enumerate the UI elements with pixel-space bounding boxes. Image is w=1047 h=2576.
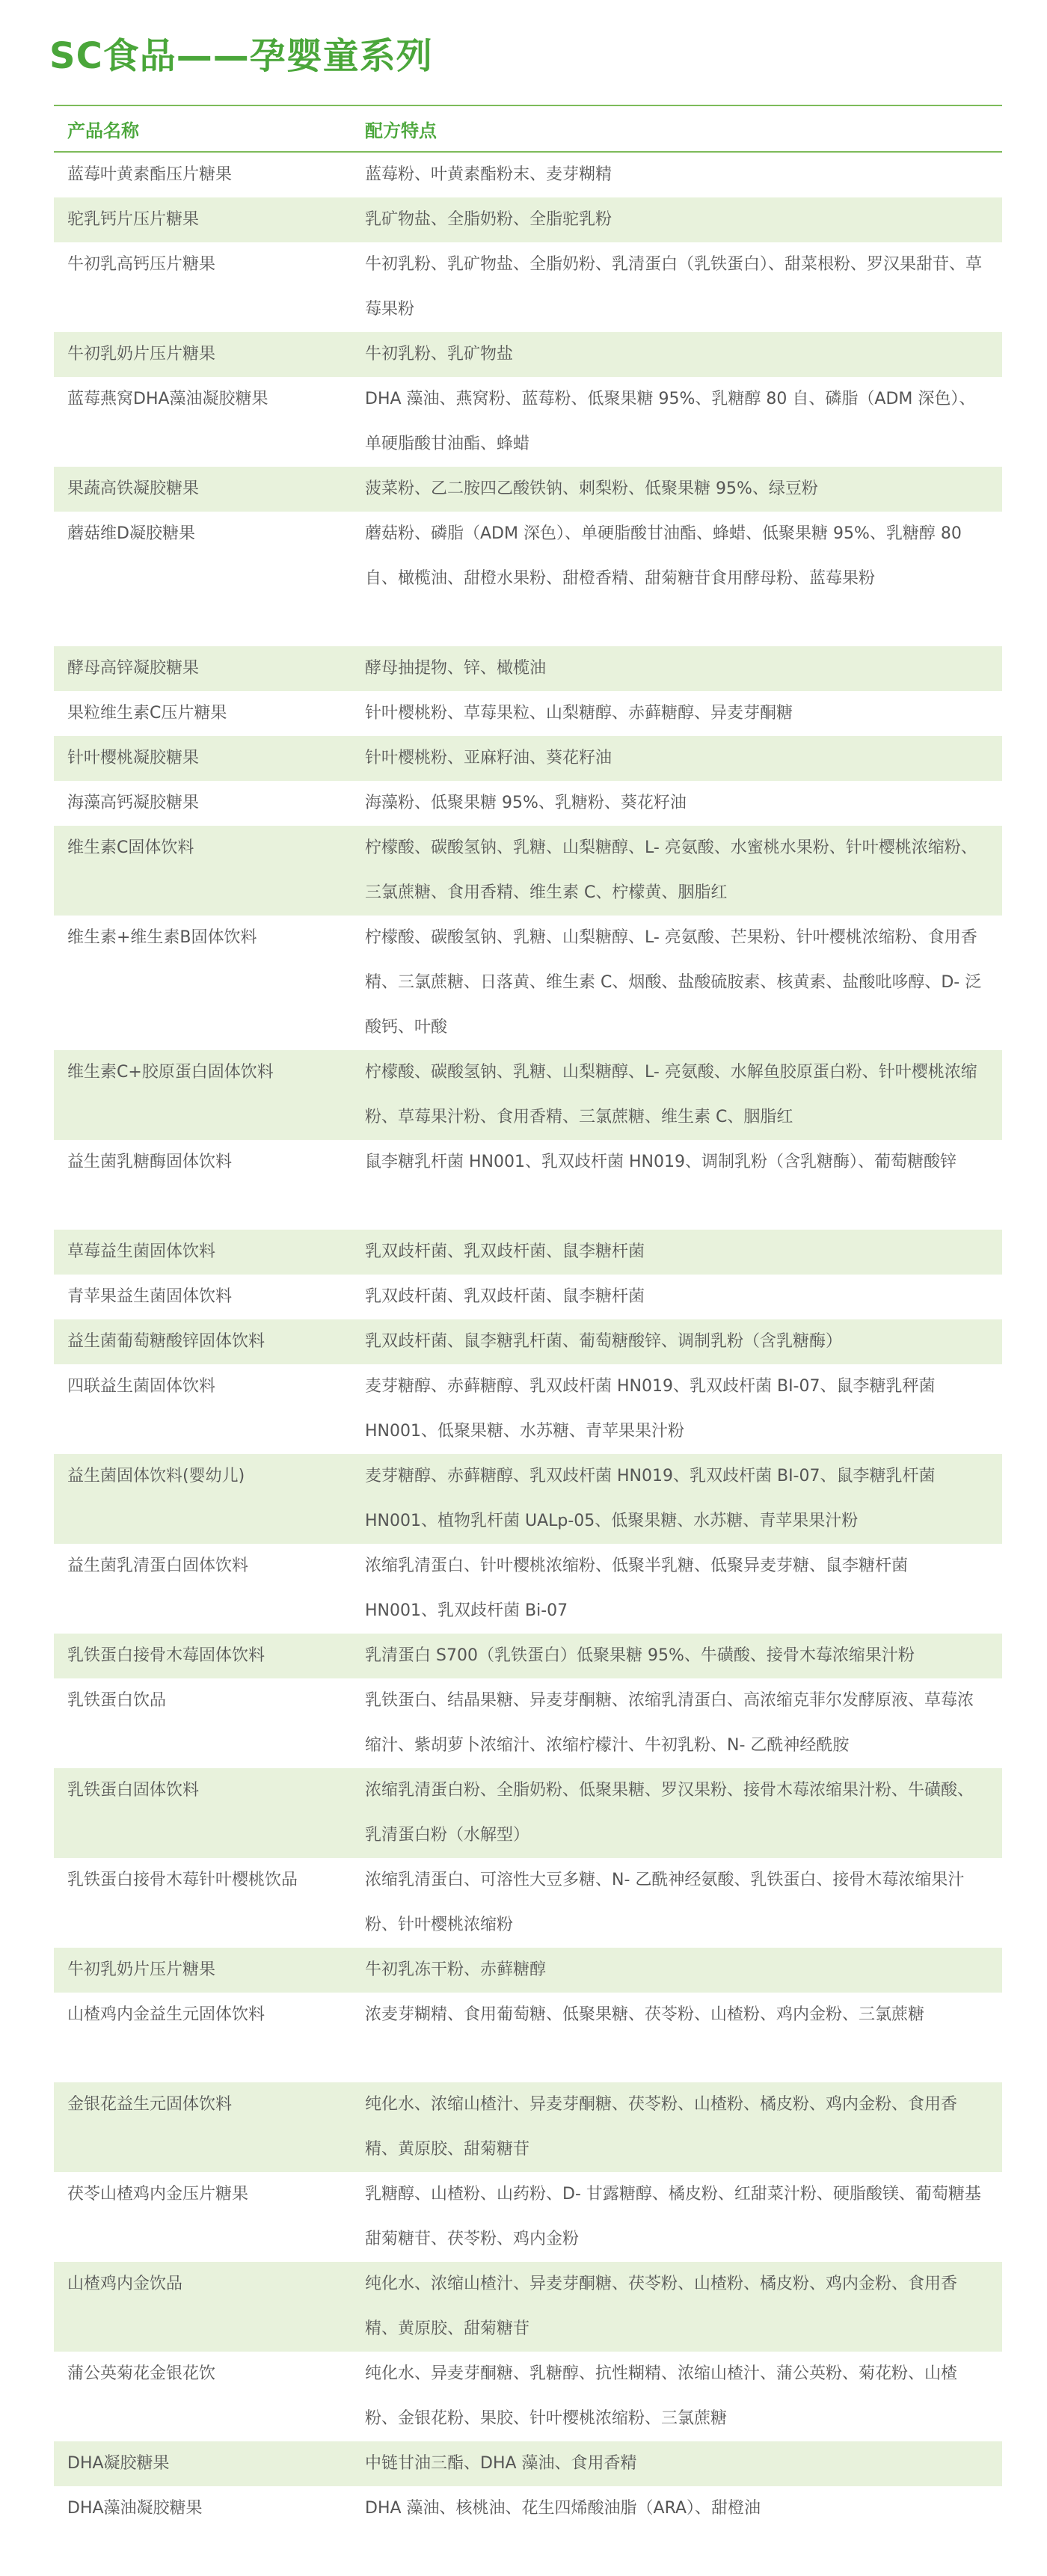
product-name-cell: DHA藻油凝胶糖果 [67,2499,203,2518]
formula-cell: 纯化水、浓缩山楂汁、异麦芽酮糖、茯苓粉、山楂粉、橘皮粉、鸡内金粉、食用香精、黄原胶、甜菊糖苷 [365,2275,958,2338]
table-row [54,826,1002,916]
formula-cell: 乳双歧杆菌、鼠李糖乳杆菌、葡萄糖酸锌、调制乳粉（含乳糖酶） [365,1332,843,1351]
product-name-cell: 乳铁蛋白接骨木莓针叶樱桃饮品 [67,1871,298,1889]
product-table [54,105,1002,2531]
table-row [54,467,1002,512]
formula-cell: 牛初乳粉、乳矿物盐、全脂奶粉、乳清蛋白（乳铁蛋白）、甜菜根粉、罗汉果甜苷、草莓果粉 [365,255,983,319]
table-row [54,646,1002,691]
table-row [54,2262,1002,2352]
table-row [54,1544,1002,1634]
table-row [54,1454,1002,1544]
product-name-cell: 益生菌葡萄糖酸锌固体饮料 [67,1332,265,1351]
table-row [54,1364,1002,1454]
formula-cell: 乳糖醇、山楂粉、山药粉、D- 甘露糖醇、橘皮粉、红甜菜汁粉、硬脂酸镁、葡萄糖基甜菊糖苷、茯苓粉、鸡内金粉 [365,2185,981,2248]
product-name-cell: 金银花益生元固体饮料 [67,2095,233,2114]
formula-cell: 麦芽糖醇、赤藓糖醇、乳双歧杆菌 HN019、乳双歧杆菌 BI-07、鼠李糖乳杆菌 HN001、植物乳杆菌 UALp-05、低聚果糖、水苏糖、青苹果果汁粉 [365,1467,936,1530]
header-product-name: 产品名称 [67,120,139,141]
table-row [54,1678,1002,1768]
formula-cell: 中链甘油三酯、DHA 藻油、食用香精 [365,2454,637,2473]
product-name-cell: 海藻高钙凝胶糖果 [67,794,200,812]
formula-cell: 纯化水、浓缩山楂汁、异麦芽酮糖、茯苓粉、山楂粉、橘皮粉、鸡内金粉、食用香精、黄原胶、甜菊糖苷 [365,2095,958,2159]
table-row [54,916,1002,1050]
table-row [54,781,1002,826]
formula-cell: 海藻粉、低聚果糖 95%、乳糖粉、葵花籽油 [365,794,687,812]
formula-cell: 浓麦芽糊精、食用葡萄糖、低聚果糖、茯苓粉、山楂粉、鸡内金粉、三氯蔗糖 [365,2005,925,2024]
formula-cell: 柠檬酸、碳酸氢钠、乳糖、山梨糖醇、L- 亮氨酸、芒果粉、针叶樱桃浓缩粉、食用香精、三氯蔗糖、日落黄、维生素 C、烟酸、盐酸硫胺素、核黄素、盐酸吡哆醇、D- 泛酸钙、叶酸 [365,928,982,1037]
table-row [54,377,1002,467]
formula-cell: 浓缩乳清蛋白粉、全脂奶粉、低聚果糖、罗汉果粉、接骨木莓浓缩果汁粉、牛磺酸、乳清蛋白粉（水解型） [365,1781,974,1844]
product-name-cell: 果粒维生素C压片糖果 [67,704,227,723]
product-name-cell: 茯苓山楂鸡内金压片糖果 [67,2185,249,2204]
formula-cell: 乳双歧杆菌、乳双歧杆菌、鼠李糖杆菌 [365,1287,645,1306]
table-row [54,691,1002,736]
product-name-cell: 益生菌乳清蛋白固体饮料 [67,1557,249,1575]
product-name-cell: 牛初乳奶片压片糖果 [67,1960,216,1979]
product-name-cell: 维生素+维生素B固体饮料 [67,928,257,947]
product-name-cell: 益生菌乳糖酶固体饮料 [67,1153,233,1171]
product-name-cell: 针叶樱桃凝胶糖果 [67,749,200,767]
formula-cell: 蓝莓粉、叶黄素酯粉末、麦芽糊精 [365,165,612,184]
formula-cell: DHA 藻油、燕窝粉、蓝莓粉、低聚果糖 95%、乳糖醇 80 自、磷脂（ADM 深色）、单硬脂酸甘油酯、蜂蜡 [365,390,976,453]
product-name-cell: 益生菌固体饮料(婴幼儿) [67,1467,245,1485]
table-row [54,1858,1002,1948]
formula-cell: 纯化水、异麦芽酮糖、乳糖醇、抗性糊精、浓缩山楂汁、蒲公英粉、菊花粉、山楂粉、金银花粉、果胶、针叶樱桃浓缩粉、三氯蔗糖 [365,2364,958,2428]
table-row [54,2486,1002,2531]
product-name-cell: 蓝莓燕窝DHA藻油凝胶糖果 [67,390,268,408]
table-row [54,1050,1002,1140]
formula-cell: 柠檬酸、碳酸氢钠、乳糖、山梨糖醇、L- 亮氨酸、水解鱼胶原蛋白粉、针叶樱桃浓缩粉、草莓果汁粉、食用香精、三氯蔗糖、维生素 C、胭脂红 [365,1063,977,1126]
product-name-cell: 维生素C固体饮料 [67,838,194,857]
table-row [54,1993,1002,2082]
formula-cell: 鼠李糖乳杆菌 HN001、乳双歧杆菌 HN019、调制乳粉（含乳糖酶）、葡萄糖酸锌 [365,1153,957,1171]
product-name-cell: 四联益生菌固体饮料 [67,1377,216,1396]
formula-cell: 菠菜粉、乙二胺四乙酸铁钠、刺梨粉、低聚果糖 95%、绿豆粉 [365,479,818,498]
table-row [54,1948,1002,1993]
product-name-cell: 蓝莓叶黄素酯压片糖果 [67,165,233,184]
product-name-cell: 果蔬高铁凝胶糖果 [67,479,200,498]
product-name-cell: 牛初乳高钙压片糖果 [67,255,216,274]
table-row [54,1768,1002,1858]
formula-cell: 浓缩乳清蛋白、针叶樱桃浓缩粉、低聚半乳糖、低聚异麦芽糖、鼠李糖杆菌 HN001、乳双歧杆菌 Bi-07 [365,1557,909,1620]
formula-cell: 乳铁蛋白、结晶果糖、异麦芽酮糖、浓缩乳清蛋白、高浓缩克菲尔发酵原液、草莓浓缩汁、紫胡萝卜浓缩汁、浓缩柠檬汁、牛初乳粉、N- 乙酰神经酰胺 [365,1691,974,1755]
table-row [54,2172,1002,2262]
formula-cell: 针叶樱桃粉、亚麻籽油、葵花籽油 [365,749,612,767]
table-row [54,1319,1002,1364]
product-name-cell: 青苹果益生菌固体饮料 [67,1287,233,1306]
product-name-cell: DHA凝胶糖果 [67,2454,170,2473]
table-row [54,1140,1002,1230]
table-row [54,1275,1002,1319]
formula-cell: 麦芽糖醇、赤藓糖醇、乳双歧杆菌 HN019、乳双歧杆菌 BI-07、鼠李糖乳秤菌 HN001、低聚果糖、水苏糖、青苹果果汁粉 [365,1377,936,1441]
page-title: SC食品——孕婴童系列 [49,35,433,77]
product-name-cell: 蘑菇维D凝胶糖果 [67,524,195,543]
formula-cell: 酵母抽提物、锌、橄榄油 [365,659,547,678]
product-name-cell: 牛初乳奶片压片糖果 [67,345,216,364]
product-name-cell: 草莓益生菌固体饮料 [67,1242,216,1261]
formula-cell: 牛初乳粉、乳矿物盐 [365,345,514,364]
formula-cell: 乳清蛋白 S700（乳铁蛋白）低聚果糖 95%、牛磺酸、接骨木莓浓缩果汁粉 [365,1646,915,1665]
formula-cell: 牛初乳冻干粉、赤藓糖醇 [365,1960,547,1979]
formula-cell: 乳矿物盐、全脂奶粉、全脂驼乳粉 [365,210,612,229]
product-name-cell: 驼乳钙片压片糖果 [67,210,200,229]
table-row [54,512,1002,646]
table-row [54,1230,1002,1275]
product-name-cell: 酵母高锌凝胶糖果 [67,659,200,678]
formula-cell: 浓缩乳清蛋白、可溶性大豆多糖、N- 乙酰神经氨酸、乳铁蛋白、接骨木莓浓缩果汁粉、针叶樱桃浓缩粉 [365,1871,965,1934]
formula-cell: 乳双歧杆菌、乳双歧杆菌、鼠李糖杆菌 [365,1242,645,1261]
formula-cell: 针叶樱桃粉、草莓果粒、山梨糖醇、赤藓糖醇、异麦芽酮糖 [365,704,793,723]
product-name-cell: 维生素C+胶原蛋白固体饮料 [67,1063,274,1082]
formula-cell: DHA 藻油、核桃油、花生四烯酸油脂（ARA）、甜橙油 [365,2499,761,2518]
table-header [54,105,1002,153]
header-formula: 配方特点 [365,120,437,141]
table-row [54,153,1002,197]
table-row [54,332,1002,377]
product-name-cell: 蒲公英菊花金银花饮 [67,2364,216,2383]
table-row [54,1634,1002,1678]
product-name-cell: 乳铁蛋白固体饮料 [67,1781,200,1800]
table-row [54,2082,1002,2172]
formula-cell: 柠檬酸、碳酸氢钠、乳糖、山梨糖醇、L- 亮氨酸、水蜜桃水果粉、针叶樱桃浓缩粉、三氯蔗糖、食用香精、维生素 C、柠檬黄、胭脂红 [365,838,977,902]
table-row [54,736,1002,781]
product-name-cell: 乳铁蛋白饮品 [67,1691,167,1710]
table-row [54,2441,1002,2486]
product-name-cell: 山楂鸡内金益生元固体饮料 [67,2005,265,2024]
table-row [54,2352,1002,2441]
table-body [54,153,1002,2531]
formula-cell: 蘑菇粉、磷脂（ADM 深色）、单硬脂酸甘油酯、蜂蜡、低聚果糖 95%、乳糖醇 80 自、橄榄油、甜橙水果粉、甜橙香精、甜菊糖苷食用酵母粉、蓝莓果粉 [365,524,962,588]
table-row [54,242,1002,332]
product-name-cell: 乳铁蛋白接骨木莓固体饮料 [67,1646,265,1665]
table-row [54,197,1002,242]
product-name-cell: 山楂鸡内金饮品 [67,2275,183,2293]
